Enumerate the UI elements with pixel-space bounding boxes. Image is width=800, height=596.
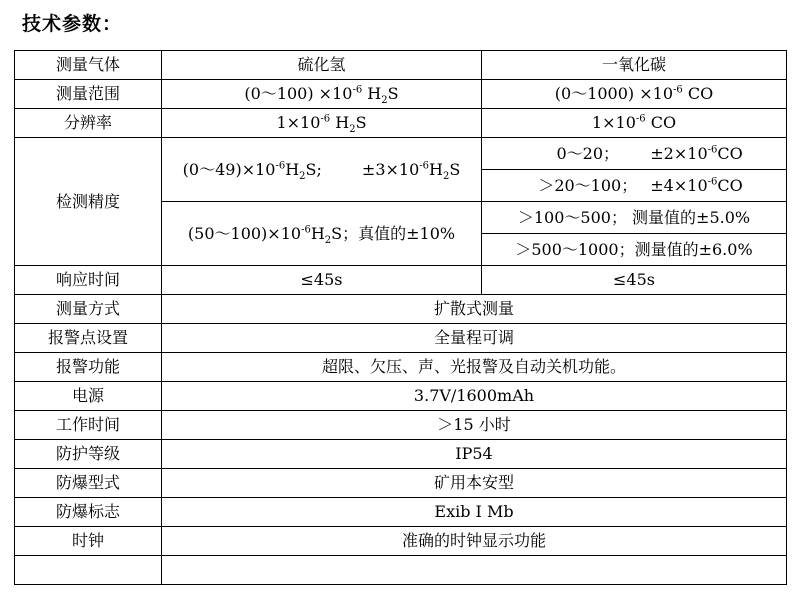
- clock-value: 准确的时钟显示功能: [162, 527, 787, 556]
- row-label-explosion-type: 防爆型式: [15, 469, 162, 498]
- row-label-resolution: 分辨率: [15, 109, 162, 138]
- work-time-value: ＞15 小时: [162, 411, 787, 440]
- h2s-response: ≤45s: [162, 266, 482, 295]
- row-label-work-time: 工作时间: [15, 411, 162, 440]
- table-row-empty: [15, 556, 787, 585]
- row-label-method: 测量方式: [15, 295, 162, 324]
- table-row: [15, 109, 787, 138]
- table-row: [15, 469, 787, 498]
- row-label-alarm-func: 报警功能: [15, 353, 162, 382]
- row-label-explosion-mark: 防爆标志: [15, 498, 162, 527]
- row-label-accuracy: 检测精度: [15, 138, 162, 266]
- table-row: [15, 353, 787, 382]
- table-row: [15, 80, 787, 109]
- table-row: [15, 440, 787, 469]
- empty-cell: [162, 556, 787, 585]
- explosion-type-value: 矿用本安型: [162, 469, 787, 498]
- row-label-response: 响应时间: [15, 266, 162, 295]
- table-row: [15, 138, 787, 170]
- co-accuracy-3: ＞100～500； 测量值的±5.0%: [482, 202, 787, 234]
- power-value: 3.7V/1600mAh: [162, 382, 787, 411]
- spec-table: [14, 50, 787, 585]
- row-label-alarm-point: 报警点设置: [15, 324, 162, 353]
- table-row: [15, 266, 787, 295]
- h2s-resolution: $1\times 10^{-6}$ $H_2S$: [162, 109, 482, 138]
- empty-cell: [15, 556, 162, 585]
- table-row: [15, 411, 787, 440]
- method-value: 扩散式测量: [162, 295, 787, 324]
- co-accuracy-1: 0～20； $\pm 2\times 10^{-6}CO$: [482, 138, 787, 170]
- row-label-power: 电源: [15, 382, 162, 411]
- h2s-accuracy-low: $(0\sim 49)\times 10^{-6}H_2S$; $\pm 3\times 10^{-6}H_2S$: [162, 138, 482, 202]
- row-label-gas: 测量气体: [15, 51, 162, 80]
- alarm-func-value: 超限、欠压、声、光报警及自动关机功能。: [162, 353, 787, 382]
- table-row: [15, 498, 787, 527]
- section-heading: 技术参数：: [22, 13, 123, 35]
- h2s-range: (0～100) $\times 10^{-6}$ $H_2S$: [162, 80, 482, 109]
- row-label-clock: 时钟: [15, 527, 162, 556]
- co-accuracy-2: ＞20～100； $\pm 4\times 10^{-6}CO$: [482, 170, 787, 202]
- explosion-mark-value: Exib I Mb: [162, 498, 787, 527]
- table-row: [15, 51, 787, 80]
- protection-value: IP54: [162, 440, 787, 469]
- h2s-accuracy-high: $(50\sim 100)\times 10^{-6}H_2S$；真值的±10%: [162, 202, 482, 266]
- row-label-range: 测量范围: [15, 80, 162, 109]
- co-resolution: $1\times 10^{-6}$ CO: [482, 109, 787, 138]
- table-row: [15, 382, 787, 411]
- h2s-gas-name: 硫化氢: [162, 51, 482, 80]
- co-gas-name: 一氧化碳: [482, 51, 787, 80]
- co-response: ≤45s: [482, 266, 787, 295]
- row-label-protection: 防护等级: [15, 440, 162, 469]
- alarm-point-value: 全量程可调: [162, 324, 787, 353]
- co-range: (0～1000) $\times 10^{-6}$ CO: [482, 80, 787, 109]
- table-row: [15, 324, 787, 353]
- table-row: [15, 295, 787, 324]
- table-row: [15, 527, 787, 556]
- co-accuracy-4: ＞500～1000；测量值的±6.0%: [482, 234, 787, 266]
